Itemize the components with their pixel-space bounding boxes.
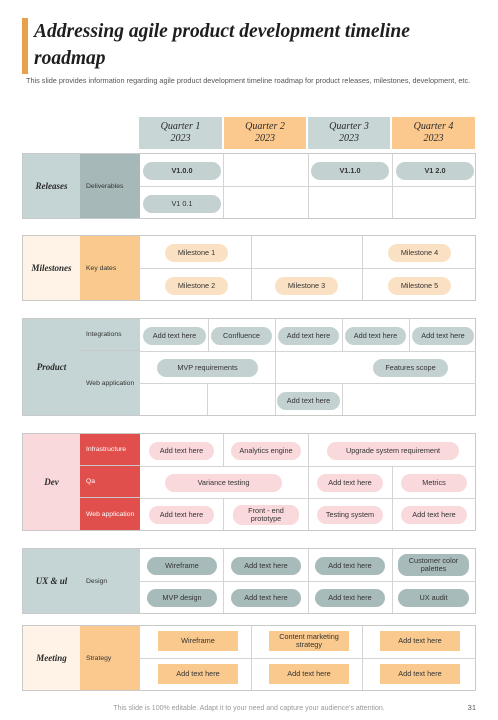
milestone-pill[interactable]: Milestone 3 [275,277,338,295]
section-dev [22,433,476,531]
product-pill[interactable]: Add text here [277,392,340,410]
dev-pill[interactable]: Testing system [317,506,383,524]
section-product [22,318,476,416]
dev-pill[interactable]: Upgrade system requirement [327,442,459,460]
milestone-pill[interactable]: Milestone 2 [165,277,228,295]
section-releases [22,153,476,219]
ux-pill[interactable]: UX audit [398,589,469,607]
quarter-header-2: Quarter 2 2023 [224,117,306,149]
dev-pill[interactable]: Variance testing [165,474,282,492]
footer-note: This slide is 100% editable. Adapt it to your need and capture your audience's attention. [113,705,385,712]
section-milestones [22,235,476,301]
quarter-header-4: Quarter 4 2023 [392,117,475,149]
sub-label-strategy: Strategy [80,626,140,690]
milestone-pill[interactable]: Milestone 4 [388,244,451,262]
ux-pill[interactable]: Add text here [315,589,385,607]
section-label-dev: Dev [23,434,80,530]
page-number: 31 [467,703,476,712]
quarter-header-3: Quarter 3 2023 [308,117,390,149]
milestone-pill[interactable]: Milestone 1 [165,244,228,262]
section-ux [22,548,476,614]
title-accent-bar [22,18,28,74]
sub-label-infrastructure: Infrastructure [80,434,140,466]
section-label-product: Product [23,319,80,415]
milestone-pill[interactable]: Milestone 5 [388,277,451,295]
sub-label-web-application: Web application [80,351,140,415]
page-subtitle: This slide provides information regarding agile product development timeline roadmap for product releases, milestones, development, etc. [26,76,471,85]
meeting-box[interactable]: Wireframe [158,631,238,651]
ux-pill[interactable]: Add text here [231,589,301,607]
sub-label-key-dates: Key dates [80,236,140,300]
sub-label-design: Design [80,549,140,613]
section-label-ux: UX & ul [23,549,80,613]
page-title: Addressing agile product development timeline roadmap [34,21,410,69]
product-pill[interactable]: Add text here [345,327,406,345]
ux-pill[interactable]: Wireframe [147,557,217,575]
product-pill[interactable]: MVP requirements [157,359,258,377]
ux-pill[interactable]: Customer color palettes [398,554,469,576]
meeting-box[interactable]: Content marketing strategy [269,631,349,651]
sub-label-qa: Qa [80,466,140,498]
ux-pill[interactable]: MVP design [147,589,217,607]
release-pill[interactable]: V1 2.0 [396,162,474,180]
meeting-box[interactable]: Add text here [269,664,349,684]
sub-label-deliverables: Deliverables [80,154,140,218]
release-pill[interactable]: V1.0.0 [143,162,221,180]
section-meeting [22,625,476,691]
product-pill[interactable]: Add text here [412,327,474,345]
ux-pill[interactable]: Add text here [315,557,385,575]
dev-pill[interactable]: Metrics [401,474,467,492]
dev-pill[interactable]: Add text here [401,506,467,524]
sub-label-integrations: Integrations [80,319,140,351]
release-pill[interactable]: V1 0.1 [143,195,221,213]
release-pill[interactable]: V1.1.0 [311,162,389,180]
quarter-header-1: Quarter 1 2023 [139,117,222,149]
dev-pill[interactable]: Front - end prototype [233,505,299,525]
ux-pill[interactable]: Add text here [231,557,301,575]
dev-pill[interactable]: Add text here [149,442,214,460]
product-pill[interactable]: Add text here [278,327,339,345]
dev-pill[interactable]: Analytics engine [231,442,301,460]
section-label-releases: Releases [23,154,80,218]
dev-pill[interactable]: Add text here [317,474,383,492]
sub-label-web-application: Web application [80,498,140,530]
meeting-box[interactable]: Add text here [380,664,460,684]
product-pill[interactable]: Features scope [373,359,448,377]
meeting-box[interactable]: Add text here [158,664,238,684]
section-label-meeting: Meeting [23,626,80,690]
product-pill[interactable]: Confluence [211,327,272,345]
dev-pill[interactable]: Add text here [149,506,214,524]
product-pill[interactable]: Add text here [143,327,206,345]
meeting-box[interactable]: Add text here [380,631,460,651]
section-label-milestones: Milestones [23,236,80,300]
